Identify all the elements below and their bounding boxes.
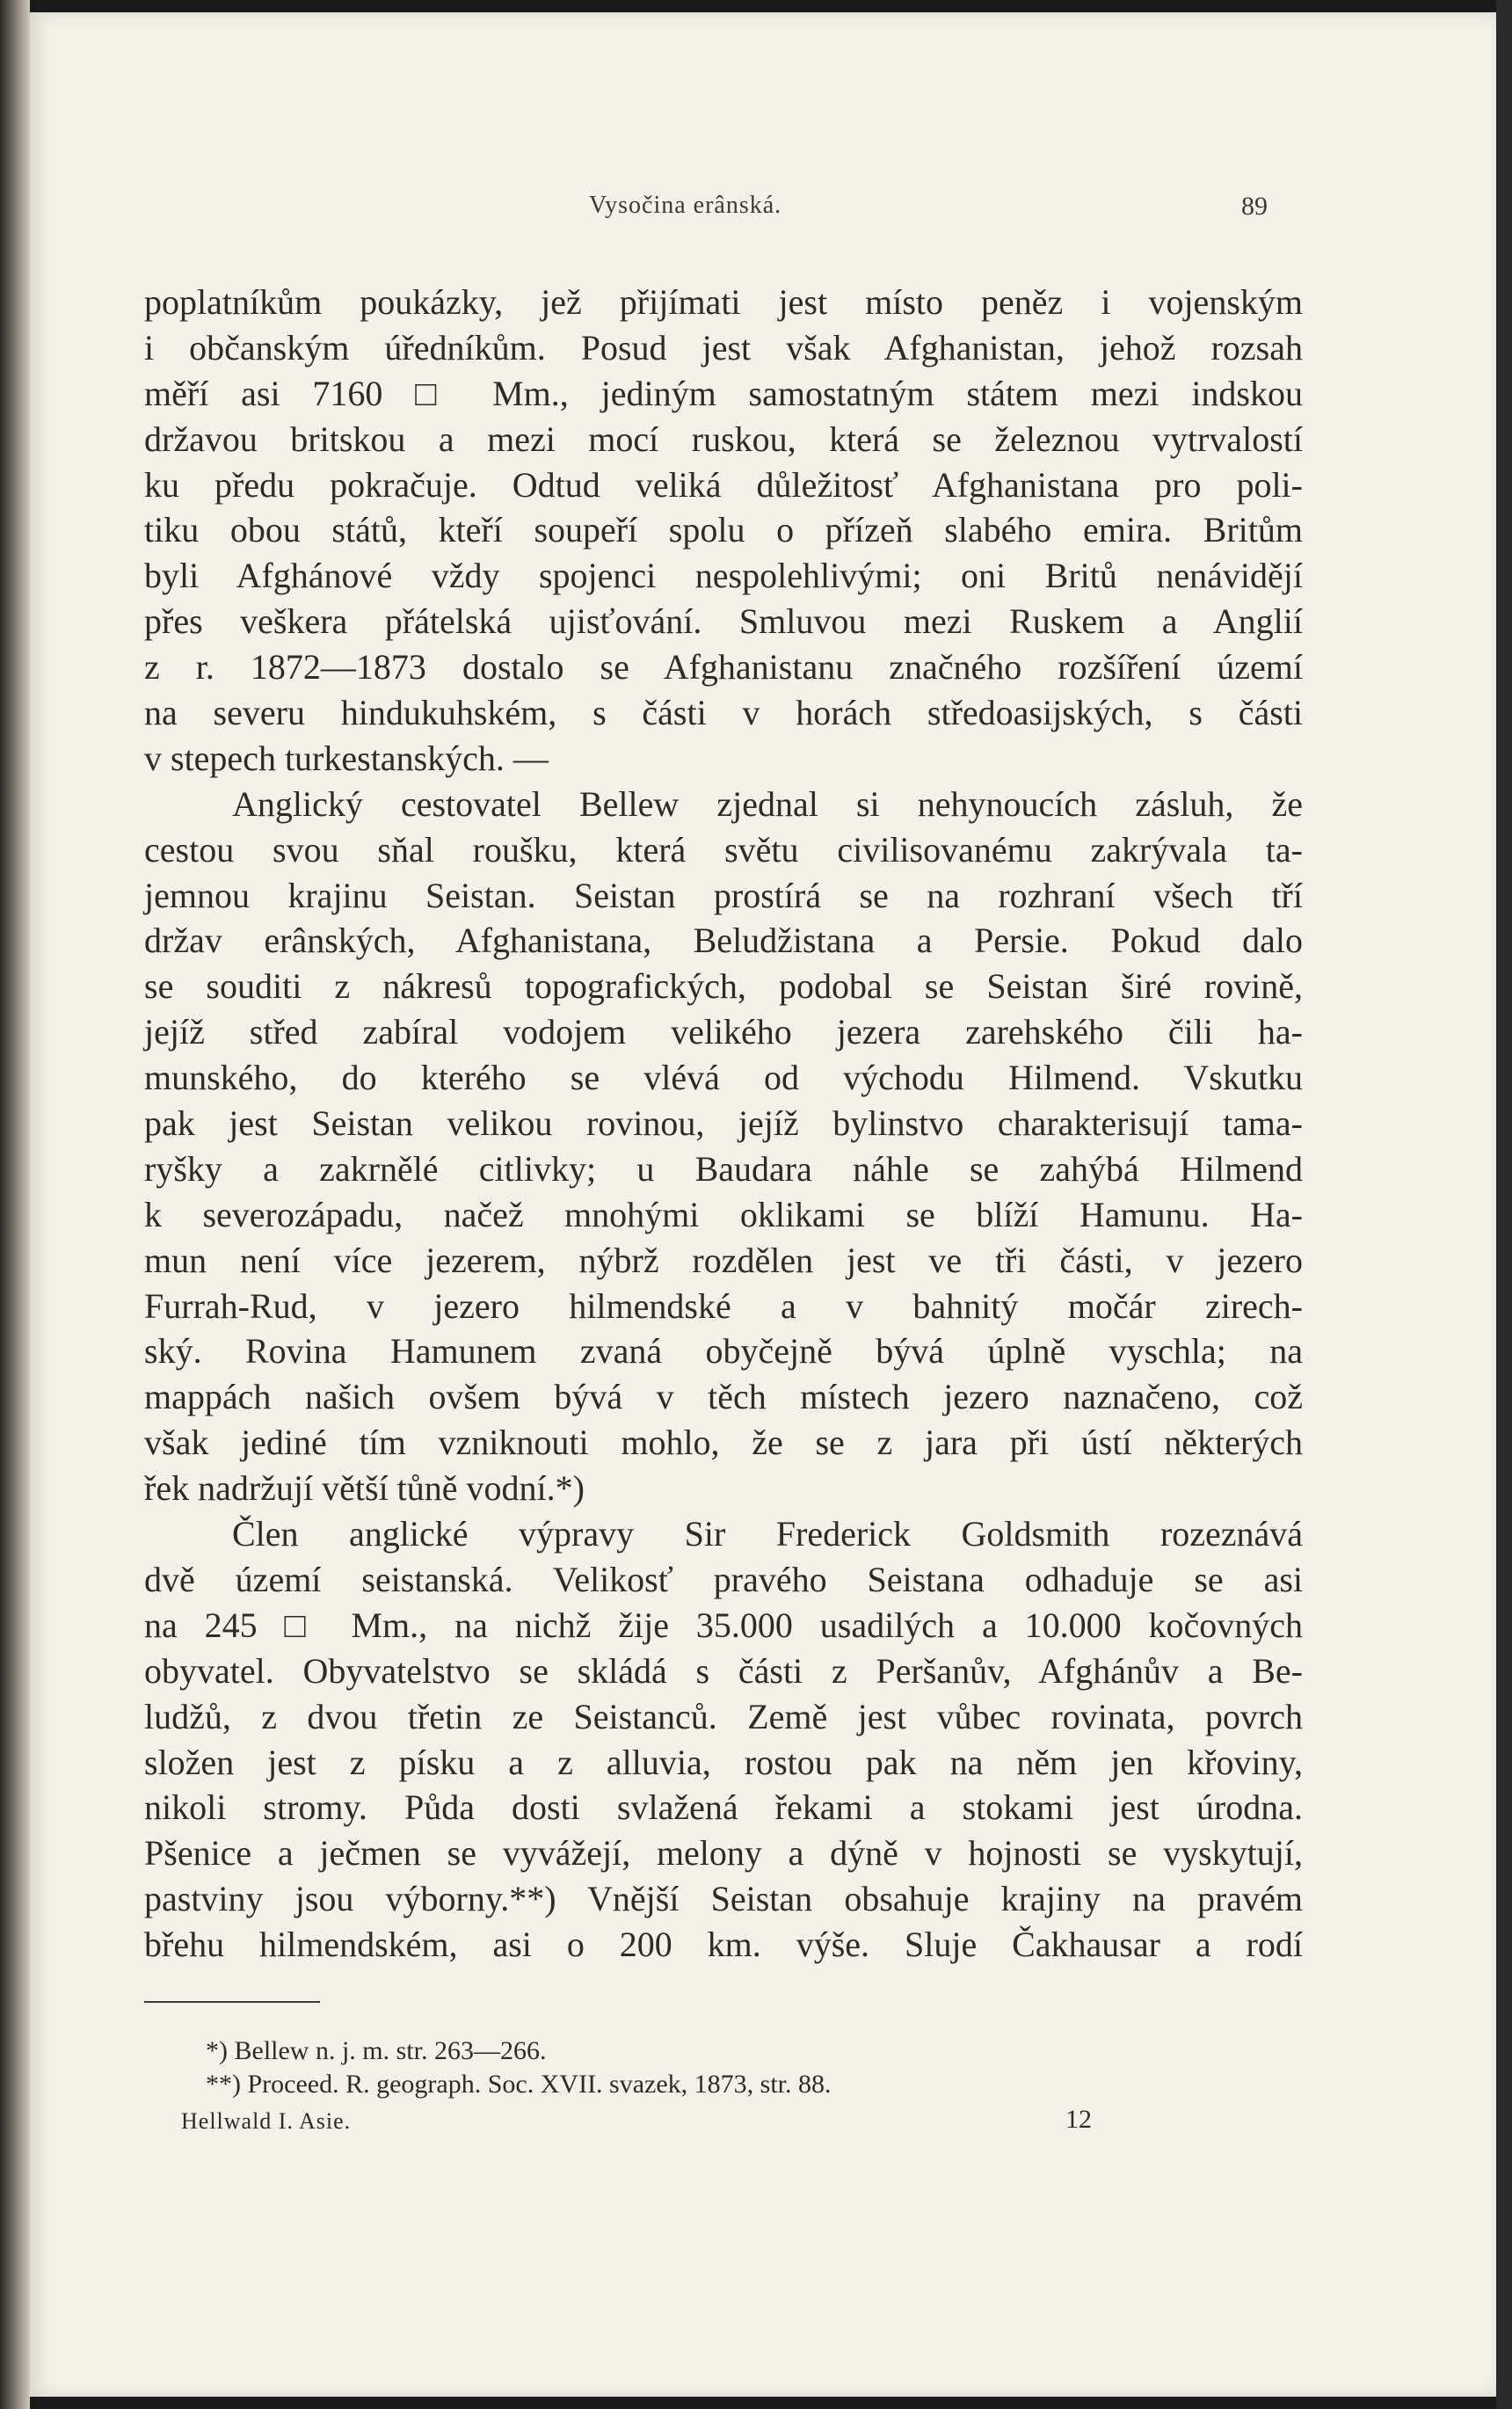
footnote: **) Proceed. R. geograph. Soc. XVII. svazek, 1873, str. 88. — [206, 2070, 832, 2099]
text-line: však jediné tím vzniknouti mohlo, že se z jara při ústí některých — [144, 1423, 1303, 1463]
text-line: državou britskou a mezi mocí ruskou, která se železnou vytrvalostí — [144, 418, 1303, 459]
running-title: Vysočina erânská. — [589, 192, 782, 219]
text-line: Pšenice a ječmen se vyvážejí, melony a dýně v hojnosti se vyskytují, — [144, 1833, 1303, 1874]
scan-edge-left — [0, 0, 30, 2409]
page-number: 89 — [1241, 192, 1268, 221]
signature-row — [181, 2105, 1148, 2143]
text-line: ský. Rovina Hamunem zvaná obyčejně bývá úplně vyschla; na — [144, 1331, 1303, 1372]
body-text — [144, 280, 1303, 1968]
text-line: dvě území seistanská. Velikosť pravého Seistana odhaduje se asi — [144, 1559, 1303, 1599]
text-line: obyvatel. Obyvatelstvo se skládá s části z Peršanův, Afghánův a Be- — [144, 1650, 1303, 1691]
book-page — [30, 12, 1496, 2397]
text-line: Anglický cestovatel Bellew zjednal si nehynoucích zásluh, že — [232, 783, 1303, 824]
text-line: nikoli stromy. Půda dosti svlažená řekami a stokami jest úrodna. — [144, 1787, 1303, 1828]
text-line: munského, do kterého se vlévá od východu Hilmend. Vskutku — [144, 1058, 1303, 1098]
text-line: ku předu pokračuje. Odtud veliká důležitosť Afghanistana pro poli- — [144, 464, 1303, 505]
text-line: Člen anglické výpravy Sir Frederick Goldsmith rozeznává — [232, 1514, 1303, 1554]
text-line: z r. 1872—1873 dostalo se Afghanistanu značného rozšíření území — [144, 647, 1303, 688]
text-line: v stepech turkestanských. — — [144, 738, 549, 778]
text-line: cestou svou sňal roušku, která světu civilisovanému zakrývala ta- — [144, 829, 1303, 870]
printer-signature: Hellwald I. Asie. — [181, 2108, 352, 2134]
text-line: k severozápadu, načež mnohými oklikami se blíží Hamunu. Ha- — [144, 1194, 1303, 1234]
text-line: ludžů, z dvou třetin ze Seistanců. Země jest vůbec rovinata, povrch — [144, 1696, 1303, 1736]
text-line: břehu hilmendském, asi o 200 km. výše. Sluje Čakhausar a rodí — [144, 1925, 1303, 1965]
footnotes — [206, 2034, 1085, 2101]
text-line: tiku obou států, kteří soupeří spolu o přízeň slabého emira. Britům — [144, 510, 1303, 550]
text-line: pak jest Seistan velikou rovinou, jejíž bylinstvo charakterisují tama- — [144, 1103, 1303, 1144]
text-line: přes veškera přátelská ujisťování. Smluvou mezi Ruskem a Anglií — [144, 601, 1303, 642]
scan-edge-right — [1496, 0, 1512, 2409]
text-line: poplatníkům poukázky, jež přijímati jest místo peněz i vojenským — [144, 282, 1303, 322]
text-line: mun není více jezerem, nýbrž rozdělen jest ve tři části, v jezero — [144, 1240, 1303, 1280]
text-line: pastviny jsou výborny.**) Vnější Seistan obsahuje krajiny na pravém — [144, 1879, 1303, 1919]
footnote: *) Bellew n. j. m. str. 263—266. — [206, 2036, 547, 2065]
text-line: složen jest z písku a z alluvia, rostou pak na něm jen křoviny, — [144, 1742, 1303, 1782]
text-line: měří asi 7160 □ Mm., jediným samostatným státem mezi indskou — [144, 373, 1303, 413]
text-line: mappách našich ovšem bývá v těch místech jezero naznačeno, což — [144, 1377, 1303, 1417]
text-line: řek nadržují větší tůně vodní.*) — [144, 1468, 585, 1509]
text-line: jemnou krajinu Seistan. Seistan prostírá se na rozhraní všech tří — [144, 875, 1303, 915]
text-line: držav erânských, Afghanistana, Beludžistana a Persie. Pokud dalo — [144, 921, 1303, 961]
text-line: Furrah-Rud, v jezero hilmendské a v bahnitý močár zirech- — [144, 1285, 1303, 1326]
text-line: jejíž střed zabíral vodojem velikého jezera zarehského čili ha- — [144, 1012, 1303, 1052]
signature-number: 12 — [1065, 2105, 1092, 2134]
footnote-divider — [144, 2001, 320, 2003]
text-line: i občanským úředníkům. Posud jest však Afghanistan, jehož rozsah — [144, 327, 1303, 368]
text-line: na severu hindukuhském, s části v horách středoasijských, s části — [144, 693, 1303, 733]
text-line: se souditi z nákresů topografických, podobal se Seistan širé rovině, — [144, 966, 1303, 1007]
text-line: ryšky a zakrnělé citlivky; u Baudara náhle se zahýbá Hilmend — [144, 1148, 1303, 1189]
text-line: na 245 □ Mm., na nichž žije 35.000 usadilých a 10.000 kočovných — [144, 1605, 1303, 1645]
text-line: byli Afghánové vždy spojenci nespolehlivými; oni Britů nenávidějí — [144, 556, 1303, 596]
page-header — [30, 185, 1496, 237]
